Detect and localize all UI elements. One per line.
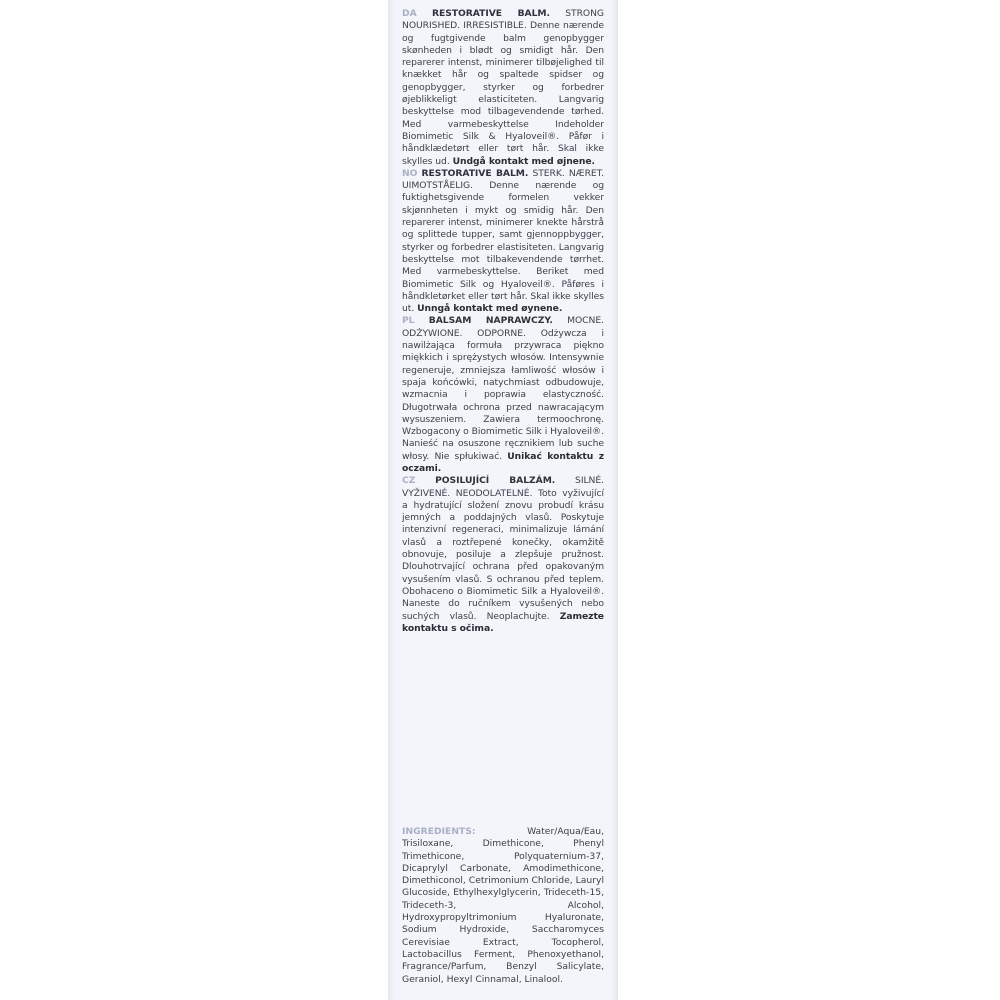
section-body: SILNÉ. VYŽIVENÉ. NEODOLATELNÉ. Toto vyživující a hydratující složení znovu probudí krásu jemných a poddajných vlasů. Poskytuje intenzivní regeneraci, minimalizuje lámání vlasů a roztřepené konečky, okamžitě obnovuje, posiluje a zlepšuje pružnost. Dlouhotrvající ochrana před opakovaným vysušením vlasů. S ochranou před teplem. Obohaceno o Biomimetic Silk a Hyaloveil®. Naneste do ručníkem vysušených nebo suchých vlasů. Neoplachujte. [402, 475, 604, 622]
background-left [0, 0, 388, 1000]
section-body: MOCNE. ODŻYWIONE. ODPORNE. Odżywcza i nawilżająca formuła przywraca piękno miękkich i sprężystych włosów. Intensywnie regeneruje, zmniejsza łamliwość włosów i spaja końcówki, natychmiast odbudowuje, wzmacnia i poprawia elastyczność. Długotrwała ochrona przed nawracającym wysuszeniem. Zawiera termoochronę. Wzbogacony o Biomimetic Silk i Hyaloveil®. Nanieść na osuszone ręcznikiem lub suche włosy. Nie spłukiwać. [402, 315, 604, 462]
section-pl [402, 315, 604, 475]
language-code: NO [402, 167, 418, 179]
section-da [402, 8, 604, 168]
background-right [618, 0, 1000, 1000]
ingredients-list [402, 826, 604, 986]
section-warning: Unikać kontaktu z oczami. [402, 450, 604, 474]
section-warning: Unngå kontakt med øynene. [417, 303, 563, 315]
section-cz [402, 475, 604, 635]
section-warning: Undgå kontakt med øjnene. [452, 155, 595, 167]
section-heading: POSILUJÍCÍ BALZÁM. [435, 475, 556, 487]
ingredients-label: INGREDIENTS: [402, 826, 476, 837]
language-code: CZ [402, 475, 416, 487]
section-warning: Zamezte kontaktu s očima. [402, 610, 604, 634]
language-code: PL [402, 315, 415, 327]
box-edge-right [610, 0, 618, 1000]
language-code: DA [402, 8, 417, 19]
ingredients-text: Water/Aqua/Eau, Trisiloxane, Dimethicone, Phenyl Trimethicone, Polyquaternium-37, Dicaprylyl Carbonate, Amodimethicone, Dimethiconol, Cetrimonium Chloride, Lauryl Glucoside, Ethylhexylglycerin, Trideceth-15, Trideceth-3, Alcohol, Hydroxypropyltrimonium Hyaluronate, Sodium Hydroxide, Saccharomyces Cerevisiae Extract, Tocopherol, Lactobacillus Ferment, Phenoxyethanol, Fragrance/Parfum, Benzyl Salicylate, Geraniol, Hexyl Cinnamal, Linalool. [402, 826, 604, 985]
section-body: STRONG NOURISHED. IRRESISTIBLE. Denne nærende og fugtgivende balm genopbygger skønheden i blødt og smidigt hår. Den reparerer intenst, minimerer tilbøjelighed til knækket hår og spaltede spidser og genopbygger, styrker og forbedrer øjeblikkeligt elasticiteten. Langvarig beskyttelse mod tilbagevendende tørhed. Med varmebeskyttelse Indeholder Biomimetic Silk & Hyaloveil®. Påfør i håndklædetørt eller tørt hår. Skal ikke skylles ud. [402, 8, 605, 167]
product-box-panel [396, 0, 610, 1000]
multilingual-copy [402, 8, 604, 635]
section-heading: RESTORATIVE BALM. [431, 8, 550, 19]
section-heading: RESTORATIVE BALM. [421, 167, 529, 179]
box-edge-left [388, 0, 396, 1000]
section-heading: BALSAM NAPRAWCZY. [428, 315, 553, 327]
section-body: STERK. NÆRET. UIMOTSTÅELIG. Denne nærende og fuktighetsgivende formelen vekker skjønnheten i mykt og smidig hår. Den reparerer intenst, minimerer knekte hårstrå og splittede tupper, samt gjennoppbygger, styrker og forbedrer elastisiteten. Langvarig beskyttelse mot tilbakevendende tørrhet. Med varmebeskyttelse. Beriket med Biomimetic Silk og Hyaloveil®. Påføres i håndkletørket eller tørt hår. Skal ikke skylles ut. [402, 167, 604, 315]
section-no [402, 168, 604, 316]
